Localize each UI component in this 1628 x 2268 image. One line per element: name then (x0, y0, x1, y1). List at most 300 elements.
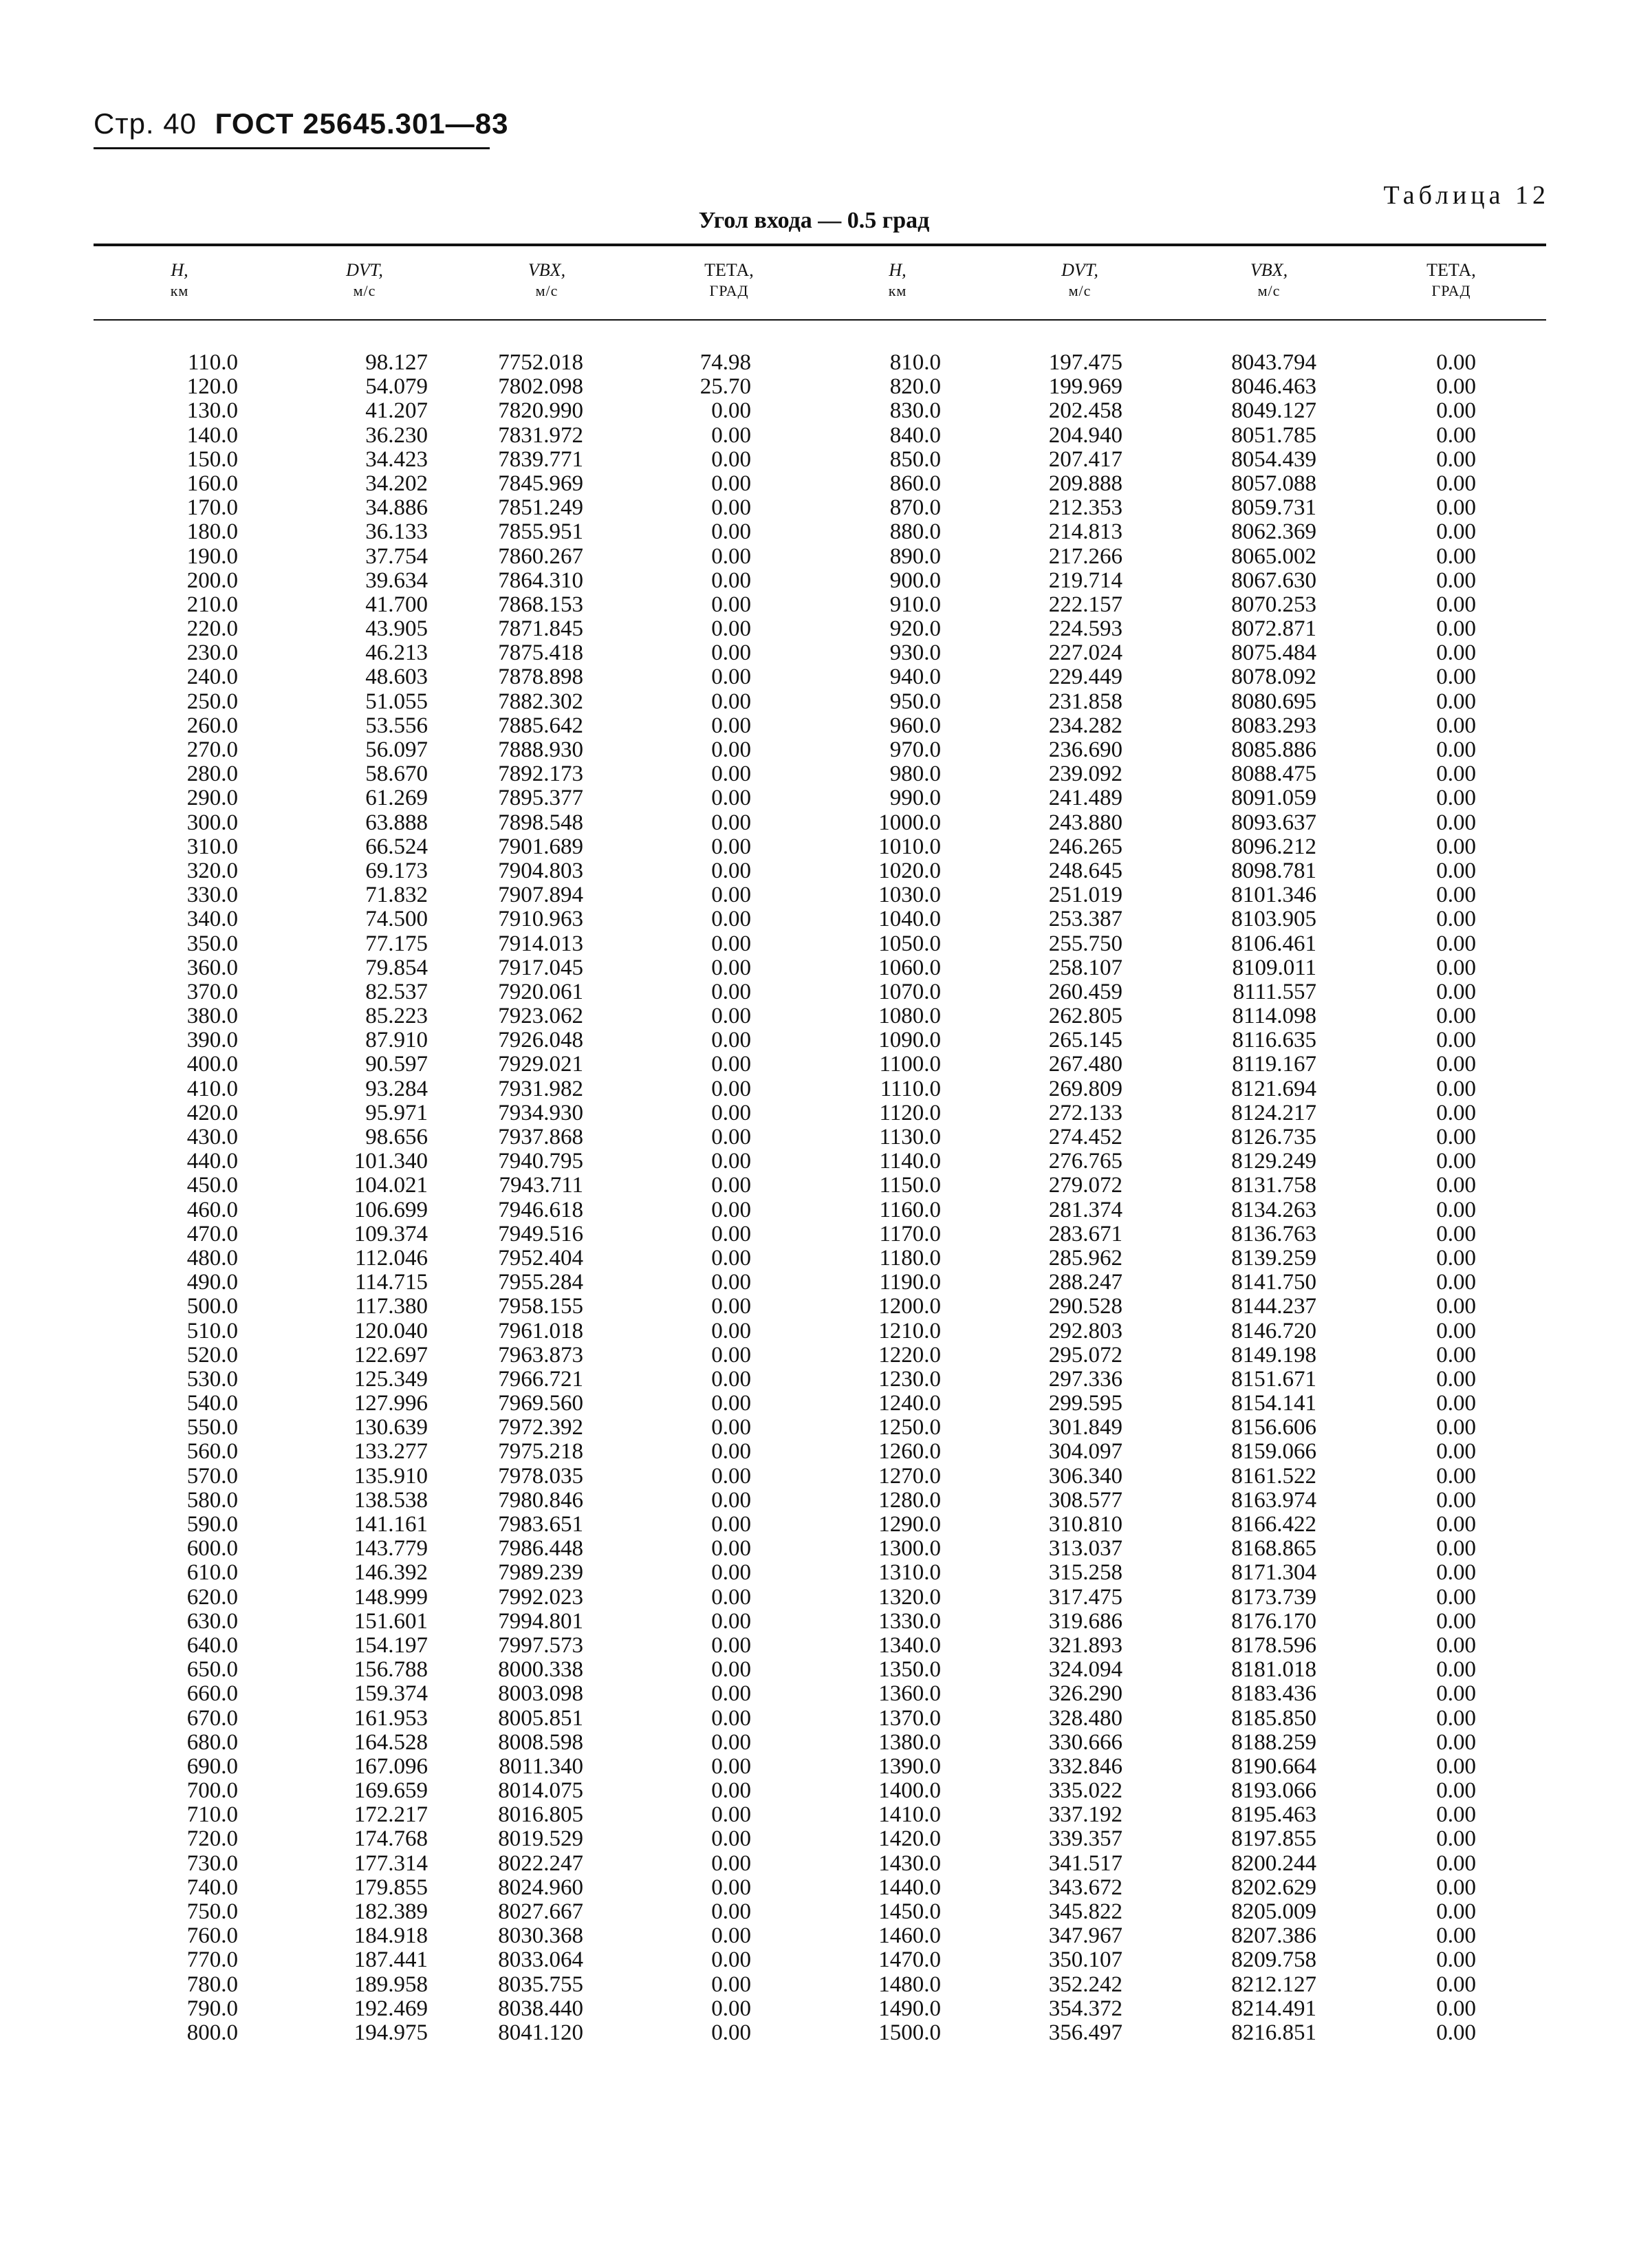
cell-h: 950.0 (889, 689, 941, 714)
cell-vbx: 8166.422 (1231, 1512, 1316, 1537)
cell-teta: 0.00 (711, 907, 751, 932)
table-row (94, 1707, 1546, 1731)
cell-h: 150.0 (186, 446, 238, 472)
cell-h: 1380.0 (878, 1729, 941, 1755)
cell-h: 360.0 (186, 955, 238, 980)
cell-dvt: 43.905 (365, 616, 428, 642)
cell-vbx: 8168.865 (1231, 1536, 1316, 1562)
cell-dvt: 356.497 (1048, 2020, 1122, 2045)
cell-vbx: 7989.239 (498, 1560, 583, 1586)
table-row (94, 1004, 1546, 1028)
cell-dvt: 48.603 (365, 665, 428, 690)
cell-dvt: 141.161 (354, 1512, 428, 1537)
table-row (94, 1924, 1546, 1948)
cell-teta: 0.00 (1436, 471, 1476, 496)
cell-teta: 74.98 (699, 350, 751, 375)
cell-h: 760.0 (186, 1923, 238, 1949)
cell-teta: 0.00 (711, 1052, 751, 1077)
cell-dvt: 161.953 (354, 1705, 428, 1731)
table-row (94, 448, 1546, 472)
cell-dvt: 255.750 (1048, 931, 1122, 956)
cell-h: 430.0 (186, 1125, 238, 1149)
cell-teta: 0.00 (711, 1512, 751, 1537)
cell-h: 860.0 (889, 471, 941, 496)
cell-teta: 0.00 (1436, 1972, 1476, 1997)
cell-dvt: 288.247 (1048, 1270, 1122, 1295)
cell-dvt: 301.849 (1048, 1415, 1122, 1440)
cell-vbx: 8046.463 (1231, 374, 1316, 400)
cell-vbx: 8067.630 (1231, 568, 1316, 593)
cell-dvt: 354.372 (1048, 1996, 1122, 2021)
cell-h: 1000.0 (878, 810, 941, 835)
cell-h: 590.0 (186, 1512, 238, 1537)
cell-h: 1410.0 (878, 1802, 941, 1828)
cell-teta: 0.00 (1436, 1753, 1476, 1779)
cell-teta: 0.00 (711, 2020, 751, 2045)
cell-teta: 0.00 (711, 1802, 751, 1828)
cell-dvt: 330.666 (1048, 1729, 1122, 1755)
cell-vbx: 7923.062 (498, 1004, 583, 1029)
cell-teta: 0.00 (1436, 665, 1476, 690)
cell-vbx: 7958.155 (498, 1294, 583, 1319)
cell-vbx: 8114.098 (1232, 1004, 1316, 1029)
cell-vbx: 8190.664 (1231, 1753, 1316, 1779)
cell-dvt: 321.893 (1048, 1632, 1122, 1658)
cell-vbx: 7952.404 (498, 1245, 583, 1271)
cell-h: 1360.0 (878, 1681, 941, 1707)
cell-h: 680.0 (186, 1729, 238, 1755)
cell-dvt: 276.765 (1048, 1149, 1122, 1174)
cell-vbx: 8156.606 (1231, 1415, 1316, 1440)
cell-teta: 0.00 (711, 1318, 751, 1343)
cell-vbx: 7888.930 (498, 737, 583, 762)
cell-teta: 0.00 (1436, 834, 1476, 859)
cell-h: 520.0 (186, 1342, 238, 1368)
cell-vbx: 7802.098 (498, 374, 583, 400)
cell-teta: 0.00 (1436, 1996, 1476, 2021)
cell-vbx: 7839.771 (498, 446, 583, 472)
cell-vbx: 7845.969 (498, 471, 583, 496)
cell-teta: 0.00 (1436, 1729, 1476, 1755)
cell-dvt: 229.449 (1048, 665, 1122, 690)
cell-h: 780.0 (186, 1972, 238, 1997)
cell-teta: 0.00 (1436, 979, 1476, 1004)
cell-vbx: 8163.974 (1231, 1487, 1316, 1513)
cell-dvt: 122.697 (354, 1342, 428, 1368)
cell-dvt: 326.290 (1048, 1681, 1122, 1707)
cell-h: 1220.0 (878, 1342, 941, 1368)
cell-vbx: 8003.098 (498, 1681, 583, 1707)
cell-vbx: 8080.695 (1231, 689, 1316, 714)
cell-h: 720.0 (186, 1826, 238, 1852)
cell-vbx: 8159.066 (1231, 1439, 1316, 1465)
cell-vbx: 8041.120 (498, 2020, 583, 2045)
cell-h: 570.0 (186, 1463, 238, 1489)
cell-vbx: 8035.755 (498, 1972, 583, 1997)
table-header-rule (94, 319, 1546, 321)
cell-teta: 0.00 (711, 1681, 751, 1707)
cell-teta: 0.00 (1436, 592, 1476, 617)
cell-h: 660.0 (186, 1681, 238, 1707)
cell-vbx: 8131.758 (1231, 1173, 1316, 1198)
cell-vbx: 8096.212 (1231, 834, 1316, 859)
cell-vbx: 8216.851 (1231, 2020, 1316, 2045)
cell-vbx: 7904.803 (498, 858, 583, 883)
cell-vbx: 8185.850 (1231, 1705, 1316, 1731)
cell-vbx: 8101.346 (1231, 883, 1316, 908)
cell-vbx: 8136.763 (1231, 1221, 1316, 1246)
cell-dvt: 239.092 (1048, 762, 1122, 787)
cell-dvt: 279.072 (1048, 1173, 1122, 1198)
table-row (94, 1077, 1546, 1101)
cell-h: 1080.0 (878, 1004, 941, 1029)
cell-vbx: 8121.694 (1231, 1076, 1316, 1101)
cell-dvt: 347.967 (1048, 1923, 1122, 1949)
cell-h: 450.0 (186, 1173, 238, 1198)
cell-vbx: 8178.596 (1231, 1632, 1316, 1658)
cell-dvt: 135.910 (354, 1463, 428, 1489)
cell-vbx: 7901.689 (498, 834, 583, 859)
cell-dvt: 209.888 (1048, 471, 1122, 496)
cell-vbx: 7943.711 (499, 1173, 583, 1198)
cell-teta: 0.00 (1436, 1536, 1476, 1562)
table-row (94, 1827, 1546, 1851)
cell-vbx: 8070.253 (1231, 592, 1316, 617)
cell-teta: 0.00 (1436, 1802, 1476, 1828)
cell-h: 940.0 (889, 665, 941, 690)
cell-teta: 0.00 (711, 1028, 751, 1053)
cell-h: 790.0 (186, 1996, 238, 2021)
cell-vbx: 8005.851 (498, 1705, 583, 1731)
cell-teta: 0.00 (1436, 810, 1476, 835)
cell-dvt: 335.022 (1048, 1778, 1122, 1804)
cell-h: 850.0 (889, 446, 941, 472)
cell-h: 880.0 (889, 519, 941, 545)
cell-dvt: 315.258 (1048, 1560, 1122, 1586)
cell-teta: 0.00 (1436, 1245, 1476, 1271)
table-top-rule (94, 244, 1546, 246)
cell-teta: 0.00 (1436, 1923, 1476, 1949)
cell-dvt: 306.340 (1048, 1463, 1122, 1489)
cell-dvt: 345.822 (1048, 1899, 1122, 1924)
cell-h: 1030.0 (878, 883, 941, 908)
header-rule (94, 147, 490, 149)
cell-dvt: 236.690 (1048, 737, 1122, 762)
cell-dvt: 212.353 (1048, 495, 1122, 521)
cell-h: 240.0 (186, 665, 238, 690)
table-row (94, 1101, 1546, 1125)
cell-h: 470.0 (186, 1221, 238, 1246)
cell-vbx: 7946.618 (498, 1197, 583, 1222)
table-row (94, 1343, 1546, 1368)
cell-teta: 0.00 (711, 1173, 751, 1198)
table-row (94, 811, 1546, 835)
cell-h: 170.0 (186, 495, 238, 521)
cell-dvt: 243.880 (1048, 810, 1122, 835)
cell-vbx: 8072.871 (1231, 616, 1316, 642)
table-row (94, 472, 1546, 496)
cell-vbx: 7986.448 (498, 1536, 583, 1562)
cell-teta: 0.00 (711, 1270, 751, 1295)
cell-teta: 25.70 (699, 374, 751, 400)
cell-teta: 0.00 (1436, 689, 1476, 714)
cell-teta: 0.00 (711, 1826, 751, 1852)
cell-vbx: 7831.972 (498, 422, 583, 448)
cell-h: 1440.0 (878, 1875, 941, 1900)
cell-dvt: 265.145 (1048, 1028, 1122, 1053)
cell-teta: 0.00 (1436, 1318, 1476, 1343)
table-label: Таблица 12 (1383, 181, 1550, 210)
table-row (94, 1246, 1546, 1271)
cell-vbx: 8195.463 (1231, 1802, 1316, 1828)
cell-h: 400.0 (186, 1052, 238, 1077)
cell-vbx: 8083.293 (1231, 713, 1316, 738)
cell-vbx: 8126.735 (1231, 1125, 1316, 1149)
column-header-unit: м/с (353, 282, 376, 299)
cell-dvt: 90.597 (365, 1052, 428, 1077)
cell-dvt: 274.452 (1048, 1125, 1122, 1149)
cell-vbx: 8202.629 (1231, 1875, 1316, 1900)
cell-h: 630.0 (186, 1608, 238, 1634)
cell-vbx: 8214.491 (1231, 1996, 1316, 2021)
cell-h: 490.0 (186, 1270, 238, 1295)
cell-h: 180.0 (186, 519, 238, 545)
cell-teta: 0.00 (711, 471, 751, 496)
cell-h: 690.0 (186, 1753, 238, 1779)
cell-dvt: 272.133 (1048, 1100, 1122, 1125)
cell-teta: 0.00 (711, 810, 751, 835)
cell-teta: 0.00 (1436, 1125, 1476, 1149)
cell-teta: 0.00 (1436, 931, 1476, 956)
cell-teta: 0.00 (1436, 1149, 1476, 1174)
cell-h: 1140.0 (879, 1149, 941, 1174)
cell-dvt: 174.768 (354, 1826, 428, 1852)
cell-h: 580.0 (186, 1487, 238, 1513)
table-row (94, 1731, 1546, 1755)
standard-number: ГОСТ 25645.301—83 (215, 107, 509, 140)
cell-h: 460.0 (186, 1197, 238, 1222)
column-header-h-left (135, 260, 224, 301)
cell-dvt: 290.528 (1048, 1294, 1122, 1319)
cell-h: 1210.0 (878, 1318, 941, 1343)
cell-teta: 0.00 (711, 1294, 751, 1319)
cell-dvt: 98.127 (365, 350, 428, 375)
cell-vbx: 7997.573 (498, 1632, 583, 1658)
cell-h: 340.0 (186, 907, 238, 932)
cell-dvt: 295.072 (1048, 1342, 1122, 1368)
table-row (94, 932, 1546, 956)
cell-h: 1160.0 (879, 1197, 941, 1222)
cell-vbx: 7949.516 (498, 1221, 583, 1246)
cell-vbx: 7940.795 (498, 1149, 583, 1174)
cell-h: 890.0 (889, 543, 941, 569)
column-header-name: ТЕТА, (1426, 260, 1476, 280)
cell-dvt: 112.046 (354, 1245, 428, 1271)
cell-vbx: 8209.758 (1231, 1947, 1316, 1973)
cell-h: 1280.0 (878, 1487, 941, 1513)
cell-vbx: 7851.249 (498, 495, 583, 521)
cell-vbx: 8008.598 (498, 1729, 583, 1755)
table-row (94, 738, 1546, 762)
cell-h: 1050.0 (878, 931, 941, 956)
cell-h: 730.0 (186, 1850, 238, 1876)
cell-teta: 0.00 (1436, 907, 1476, 932)
cell-vbx: 8205.009 (1231, 1899, 1316, 1924)
cell-dvt: 304.097 (1048, 1439, 1122, 1465)
table-body (94, 351, 1546, 2045)
cell-teta: 0.00 (711, 568, 751, 593)
table-row (94, 399, 1546, 423)
cell-h: 160.0 (186, 471, 238, 496)
cell-dvt: 109.374 (354, 1221, 428, 1246)
cell-h: 1370.0 (878, 1705, 941, 1731)
cell-dvt: 224.593 (1048, 616, 1122, 642)
cell-vbx: 7864.310 (498, 568, 583, 593)
cell-teta: 0.00 (1436, 1850, 1476, 1876)
cell-teta: 0.00 (711, 1125, 751, 1149)
cell-vbx: 8062.369 (1231, 519, 1316, 545)
cell-dvt: 69.173 (365, 858, 428, 883)
cell-dvt: 58.670 (365, 762, 428, 787)
cell-vbx: 8193.066 (1231, 1778, 1316, 1804)
table-row (94, 520, 1546, 544)
cell-vbx: 8049.127 (1231, 398, 1316, 424)
cell-teta: 0.00 (711, 883, 751, 908)
cell-teta: 0.00 (1436, 1294, 1476, 1319)
cell-vbx: 7972.392 (498, 1415, 583, 1440)
table-row (94, 1537, 1546, 1561)
cell-teta: 0.00 (1436, 1512, 1476, 1537)
table-row (94, 1465, 1546, 1489)
column-header-name: H, (171, 260, 188, 280)
cell-dvt: 85.223 (365, 1004, 428, 1029)
cell-vbx: 8149.198 (1231, 1342, 1316, 1368)
cell-dvt: 93.284 (365, 1076, 428, 1101)
cell-vbx: 8103.905 (1231, 907, 1316, 932)
cell-teta: 0.00 (711, 446, 751, 472)
column-header-vbx-left (495, 260, 598, 301)
cell-dvt: 328.480 (1048, 1705, 1122, 1731)
table-row (94, 665, 1546, 689)
cell-teta: 0.00 (711, 1221, 751, 1246)
cell-vbx: 8054.439 (1231, 446, 1316, 472)
cell-h: 540.0 (186, 1391, 238, 1416)
cell-dvt: 125.349 (354, 1366, 428, 1392)
cell-vbx: 8161.522 (1231, 1463, 1316, 1489)
cell-h: 1020.0 (878, 858, 941, 883)
cell-teta: 0.00 (1436, 1028, 1476, 1053)
cell-h: 1500.0 (878, 2020, 941, 2045)
table-row (94, 1222, 1546, 1246)
cell-h: 250.0 (186, 689, 238, 714)
cell-h: 420.0 (186, 1100, 238, 1125)
cell-dvt: 36.133 (365, 519, 428, 545)
column-header-unit: км (170, 282, 189, 299)
cell-teta: 0.00 (711, 955, 751, 980)
cell-vbx: 7969.560 (498, 1391, 583, 1416)
table-row (94, 1586, 1546, 1610)
cell-teta: 0.00 (1436, 883, 1476, 908)
cell-teta: 0.00 (1436, 713, 1476, 738)
cell-vbx: 8173.739 (1231, 1584, 1316, 1610)
table-row (94, 980, 1546, 1004)
cell-h: 310.0 (186, 834, 238, 859)
cell-teta: 0.00 (1436, 1657, 1476, 1683)
cell-vbx: 8212.127 (1231, 1972, 1316, 1997)
column-header-name: DVT, (346, 260, 383, 280)
cell-dvt: 217.266 (1048, 543, 1122, 569)
cell-vbx: 8059.731 (1231, 495, 1316, 521)
cell-dvt: 204.940 (1048, 422, 1122, 448)
cell-vbx: 7895.377 (498, 786, 583, 811)
cell-dvt: 192.469 (354, 1996, 428, 2021)
cell-teta: 0.00 (711, 979, 751, 1004)
table-row (94, 1295, 1546, 1319)
cell-vbx: 8141.750 (1231, 1270, 1316, 1295)
table-row (94, 1368, 1546, 1392)
cell-teta: 0.00 (711, 1415, 751, 1440)
cell-h: 870.0 (889, 495, 941, 521)
cell-teta: 0.00 (711, 665, 751, 690)
cell-vbx: 8016.805 (498, 1802, 583, 1828)
cell-h: 650.0 (186, 1657, 238, 1683)
cell-h: 350.0 (186, 931, 238, 956)
cell-teta: 0.00 (711, 737, 751, 762)
cell-teta: 0.00 (1436, 1391, 1476, 1416)
cell-vbx: 7983.651 (498, 1512, 583, 1537)
cell-vbx: 8146.720 (1231, 1318, 1316, 1343)
cell-vbx: 8030.368 (498, 1923, 583, 1949)
cell-dvt: 189.958 (354, 1972, 428, 1997)
cell-h: 120.0 (186, 374, 238, 400)
cell-h: 290.0 (186, 786, 238, 811)
cell-teta: 0.00 (1436, 1100, 1476, 1125)
column-header-dvt-left (316, 260, 413, 301)
table-row (94, 1416, 1546, 1440)
cell-teta: 0.00 (1436, 640, 1476, 666)
cell-teta: 0.00 (711, 1342, 751, 1368)
cell-dvt: 219.714 (1048, 568, 1122, 593)
cell-dvt: 258.107 (1048, 955, 1122, 980)
cell-dvt: 214.813 (1048, 519, 1122, 545)
cell-dvt: 299.595 (1048, 1391, 1122, 1416)
page-header (94, 107, 508, 140)
cell-h: 210.0 (186, 592, 238, 617)
cell-teta: 0.00 (711, 592, 751, 617)
cell-h: 640.0 (186, 1632, 238, 1658)
cell-vbx: 7914.013 (498, 931, 583, 956)
table-row (94, 907, 1546, 931)
cell-teta: 0.00 (1436, 1681, 1476, 1707)
cell-vbx: 7934.930 (498, 1100, 583, 1125)
cell-h: 800.0 (186, 2020, 238, 2045)
cell-h: 910.0 (889, 592, 941, 617)
cell-dvt: 159.374 (354, 1681, 428, 1707)
table-title: Угол входа — 0.5 град (698, 208, 930, 233)
table-row (94, 1392, 1546, 1416)
cell-dvt: 269.809 (1048, 1076, 1122, 1101)
cell-teta: 0.00 (1436, 1826, 1476, 1852)
cell-teta: 0.00 (711, 1100, 751, 1125)
cell-h: 700.0 (186, 1778, 238, 1804)
cell-dvt: 167.096 (354, 1753, 428, 1779)
cell-vbx: 8154.141 (1231, 1391, 1316, 1416)
cell-teta: 0.00 (1436, 446, 1476, 472)
cell-dvt: 260.459 (1048, 979, 1122, 1004)
column-header-teta-left (674, 260, 784, 301)
cell-teta: 0.00 (1436, 2020, 1476, 2045)
cell-teta: 0.00 (711, 834, 751, 859)
